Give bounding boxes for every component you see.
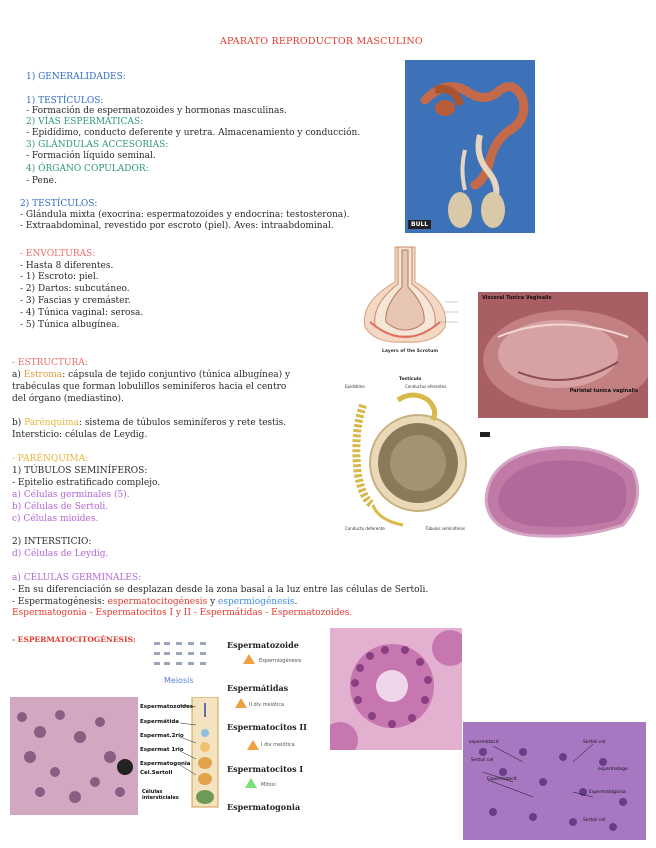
generalidades-heading: 1) GENERALIDADES:	[26, 72, 126, 82]
envolturas-item: - 5) Túnica albugínea.	[20, 320, 120, 330]
estructura-heading: - ESTRUCTURA:	[12, 358, 88, 368]
celulas-germinales-item: a) Células germinales (5).	[12, 490, 130, 500]
envolturas-item: - 2) Dartos: subcutáneo.	[20, 284, 130, 294]
testiculo-label: Testículo	[399, 377, 422, 382]
estructura-b-line2: Intersticio: células de Leydig.	[12, 430, 148, 440]
diagram-label: Espermátida	[140, 719, 180, 725]
meiosis-label: Meiosis	[164, 676, 194, 685]
stage-arrow-icon	[235, 698, 247, 708]
vias-text: - Epidídimo, conducto deferente y uretra. Almacenamiento y conducción.	[26, 128, 361, 138]
stage-arrow-icon	[247, 740, 259, 750]
parenquima-heading: - PARÉNQUIMA:	[12, 454, 89, 464]
stage-name: Espermatozoide	[227, 640, 299, 650]
conducto-deferente-label: Conducto deferente	[345, 526, 385, 531]
germinales-heading: a) CÉLULAS GERMINALES:	[12, 573, 142, 583]
testiculos-heading: 1) TESTÍCULOS:	[26, 96, 104, 106]
stage-name: Espermátidas	[227, 683, 289, 693]
envolturas-item: - 4) Túnica vaginal: serosa.	[20, 308, 144, 318]
tunica-vaginalis-photo	[478, 292, 648, 418]
espermiogenesis-term: espermiogénesis	[218, 597, 295, 607]
stage-arrow-icon	[245, 778, 257, 788]
histology-label: espermatocit	[469, 740, 499, 745]
germinales-line2: - Espermatogénesis: espermatocitogénesis y espermiogénesis.	[12, 597, 298, 607]
labeled-histology-photo	[463, 722, 646, 840]
stage-name: Espermatogonia	[227, 802, 301, 812]
envolturas-item: - Hasta 8 diferentes.	[20, 261, 114, 271]
estructura-a-line3: del órgano (mediastino).	[12, 394, 124, 404]
testicle-diagram-image	[343, 375, 471, 535]
glandulas-text: - Formación líquido seminal.	[26, 151, 156, 161]
diagram-label: Espermatogonia	[140, 761, 191, 767]
diagram-label: Células intersticiales	[142, 789, 179, 801]
espermatocitogenesis-term: espermatocitogénesis	[107, 597, 208, 607]
estructura-a-line1: a) Estroma: cápsula de tejido conjuntivo (túnica albugínea) y	[12, 370, 291, 380]
stage-sub: II div meiótica	[249, 702, 285, 708]
histology-label: espermatogo	[598, 767, 628, 772]
stage-name: Espermatocitos I	[227, 764, 304, 774]
celulas-leydig-item: d) Células de Leydig.	[12, 549, 109, 559]
histology-label: Espermatocit	[487, 777, 517, 782]
tubulos-text: - Epitelio estratificado complejo.	[12, 478, 161, 488]
vias-heading: 2) VÍAS ESPERMÁTICAS:	[26, 117, 144, 127]
germinales-line3: Espermatogonia - Espermatocitos I y II - Espermátidas - Espermatozoides.	[12, 608, 353, 618]
estructura-b-line1: b) Parénquima: sistema de túbulos seminíferos y rete testis.	[12, 418, 287, 428]
testis-histology-lowmag	[478, 430, 648, 542]
celulas-mioides-item: c) Células mioides.	[12, 514, 99, 524]
spermatogenesis-stages	[225, 640, 325, 816]
meiosis-chromosome-image	[150, 638, 214, 690]
parenquima-term: Parénquima	[24, 418, 79, 428]
testiculos2-line2: - Extraabdominal, revestido por escroto (piel). Aves: intraabdominal.	[20, 221, 334, 231]
parietal-tunica-label: Parietal tunica vaginalis	[569, 388, 638, 394]
testiculos2-heading: 2) TESTÍCULOS:	[20, 199, 98, 209]
envolturas-item: - 1) Escroto: piel.	[20, 272, 99, 282]
diagram-label: Espermat.2rio	[140, 733, 184, 739]
intersticio-heading: 2) INTERSTICIO:	[12, 537, 92, 547]
germinales-line1: - En su diferenciación se desplazan desde la zona basal a la luz entre las células de Sertoli.	[12, 585, 429, 595]
stage-sub: I div meiótica	[261, 742, 295, 748]
scrotum-layers-caption: Layers of the Scrotum	[382, 349, 439, 354]
histology-label: Sertoli cel	[583, 740, 606, 745]
organo-text: - Pene.	[26, 176, 57, 186]
diagram-label: Espermat 1rio	[140, 747, 184, 753]
stage-name: Espermatocitos II	[227, 722, 307, 732]
envolturas-heading: - ENVOLTURAS:	[20, 249, 96, 259]
celulas-sertoli-item: b) Células de Sertoli.	[12, 502, 109, 512]
visceral-tunica-label: Visceral Tunica Vaginalis	[482, 295, 552, 301]
tubule-crosssection-photo	[330, 628, 462, 750]
tubulos-heading: 1) TÚBULOS SEMINÍFEROS:	[12, 466, 148, 476]
espermatocitogenesis-heading: - ESPERMATOCITOGÉNESIS:	[12, 635, 136, 644]
histology-label: Sertoli cel	[583, 818, 606, 823]
testiculos2-line1: - Glándula mixta (exocrina: espermatozoides y endocrina: testosterona).	[20, 210, 350, 220]
organo-heading: 4) ÓRGANO COPULADOR:	[26, 164, 149, 174]
diagram-label: Espermatozoides	[140, 704, 194, 710]
glandulas-heading: 3) GLÁNDULAS ACCESORIAS:	[26, 140, 169, 150]
estructura-a-line2: trabéculas que forman lobulillos seminíferos hacia el centro	[12, 382, 287, 392]
testiculos-text: - Formación de espermatozoides y hormonas masculinas.	[26, 106, 287, 116]
bull-reproductive-tract-image	[405, 60, 535, 233]
stage-arrow-icon	[243, 654, 255, 664]
envolturas-item: - 3) Fascias y cremáster.	[20, 296, 131, 306]
estroma-term: Estroma	[23, 370, 63, 380]
histology-label: Espermatogonia	[589, 790, 626, 795]
seminiferous-histology-photo	[10, 697, 138, 815]
epididimo-label: Epidídimo	[345, 384, 365, 389]
page-title: APARATO REPRODUCTOR MASCULINO	[220, 36, 423, 47]
histology-label: Sertoli cel	[471, 758, 494, 763]
stage-sub: Mitosi	[261, 782, 276, 788]
conductos-eferentes-label: Conductos eferentes	[405, 384, 447, 389]
diagram-label: Cel.Sertoli	[140, 770, 173, 776]
bull-label: BULL	[408, 220, 431, 229]
stage-sub: Espermiogénesis	[259, 658, 302, 664]
scrotum-layers-image	[340, 242, 468, 357]
tubulos-seminiferos-label: Túbulos seminíferos	[425, 526, 465, 531]
tubule-wall-diagram	[140, 697, 224, 815]
